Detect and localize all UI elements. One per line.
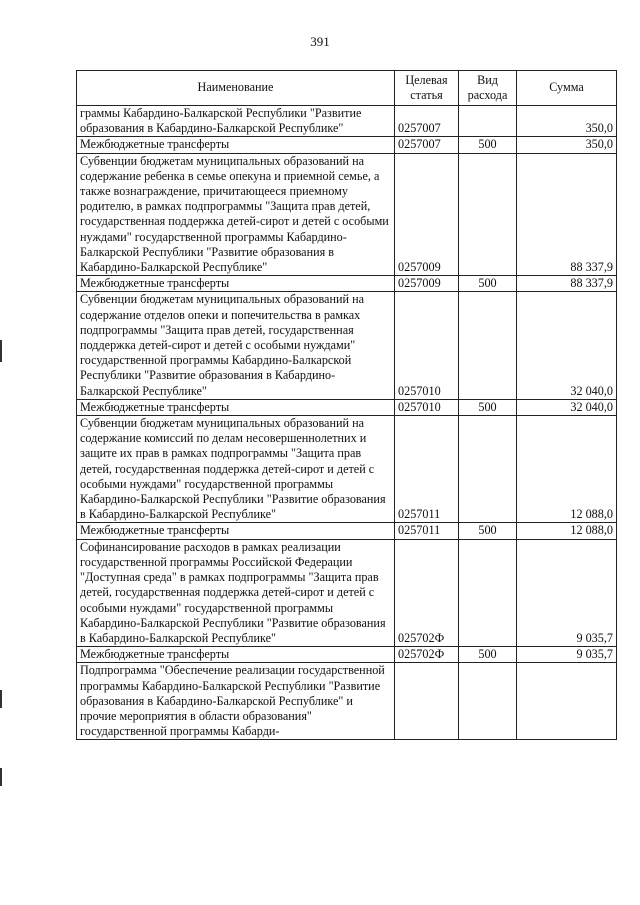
cell-name: Межбюджетные трансферты	[77, 399, 395, 415]
cell-name: граммы Кабардино-Балкарской Республики "Развитие образования в Кабардино-Балкарской Республике"	[77, 106, 395, 137]
cell-code: 025702Ф	[395, 647, 459, 663]
cell-code: 0257011	[395, 416, 459, 523]
cell-sum: 350,0	[517, 106, 617, 137]
cell-type	[459, 539, 517, 646]
cell-name: Субвенции бюджетам муниципальных образований на содержание комиссий по делам несовершеннолетних и защите их прав в рамках подпрограммы "Защита прав детей, государственная поддержка детей-сирот и детей с особыми нуждами" государственной программы Кабардино-Балкарской Республики "Развитие образования в Кабардино-Балкарской Республике"	[77, 416, 395, 523]
cell-name: Субвенции бюджетам муниципальных образований на содержание отделов опеки и попечительства в рамках подпрограммы "Защита прав детей, государственная поддержка детей-сирот и детей с особыми нуждами" государственной программы Кабардино-Балкарской Республики "Развитие образования в Кабардино-Балкарской Республике"	[77, 292, 395, 399]
scan-mark	[0, 690, 2, 708]
cell-type: 500	[459, 647, 517, 663]
page-number: 391	[310, 34, 330, 49]
cell-type	[459, 153, 517, 276]
table-row	[77, 523, 617, 539]
table-row	[77, 647, 617, 663]
header-sum: Сумма	[517, 71, 617, 106]
table-row	[77, 663, 617, 740]
table-body	[77, 106, 617, 740]
cell-code	[395, 663, 459, 740]
header-type: Вид расхода	[459, 71, 517, 106]
scan-mark	[0, 768, 2, 786]
cell-name: Межбюджетные трансферты	[77, 647, 395, 663]
cell-sum	[517, 663, 617, 740]
header-name: Наименование	[77, 71, 395, 106]
cell-type: 500	[459, 523, 517, 539]
cell-type	[459, 106, 517, 137]
cell-code: 0257007	[395, 137, 459, 153]
table-row	[77, 292, 617, 399]
cell-sum: 350,0	[517, 137, 617, 153]
cell-sum: 12 088,0	[517, 523, 617, 539]
cell-sum: 88 337,9	[517, 153, 617, 276]
scan-mark	[0, 340, 2, 362]
header-code: Целевая статья	[395, 71, 459, 106]
cell-code: 0257010	[395, 292, 459, 399]
cell-name: Субвенции бюджетам муниципальных образований на содержание ребенка в семье опекуна и приемной семье, а также вознаграждение, причитающееся приемному родителю, в рамках подпрограммы "Защита прав детей, государственная поддержка детей-сирот и детей с особыми нуждами" государственной программы Кабардино-Балкарской Республики "Развитие образования в Кабардино-Балкарской Республике"	[77, 153, 395, 276]
table-header-row	[77, 71, 617, 106]
cell-type: 500	[459, 399, 517, 415]
cell-type: 500	[459, 137, 517, 153]
table-row	[77, 539, 617, 646]
table-row	[77, 416, 617, 523]
cell-name: Софинансирование расходов в рамках реализации государственной программы Российской Федерации "Доступная среда" в рамках подпрограммы "Защита прав детей, государственная поддержка детей-сирот и детей с особыми нуждами" государственной программы Кабардино-Балкарской Республики "Развитие образования в Кабардино-Балкарской Республике"	[77, 539, 395, 646]
cell-name: Межбюджетные трансферты	[77, 523, 395, 539]
table-row	[77, 137, 617, 153]
cell-code: 0257009	[395, 153, 459, 276]
cell-name: Межбюджетные трансферты	[77, 276, 395, 292]
cell-sum: 32 040,0	[517, 292, 617, 399]
budget-table	[76, 70, 617, 740]
table-row	[77, 106, 617, 137]
cell-code: 025702Ф	[395, 539, 459, 646]
cell-code: 0257010	[395, 399, 459, 415]
cell-name: Подпрограмма "Обеспечение реализации государственной программы Кабардино-Балкарской Республики "Развитие образования в Кабардино-Балкарской Республике" и прочие мероприятия в области образования" государственной программы Кабарди-	[77, 663, 395, 740]
cell-type	[459, 416, 517, 523]
cell-sum: 12 088,0	[517, 416, 617, 523]
cell-sum: 9 035,7	[517, 647, 617, 663]
table-row	[77, 399, 617, 415]
cell-code: 0257011	[395, 523, 459, 539]
cell-sum: 9 035,7	[517, 539, 617, 646]
cell-type: 500	[459, 276, 517, 292]
cell-type	[459, 292, 517, 399]
cell-code: 0257009	[395, 276, 459, 292]
cell-sum: 88 337,9	[517, 276, 617, 292]
cell-name: Межбюджетные трансферты	[77, 137, 395, 153]
table-row	[77, 276, 617, 292]
cell-sum: 32 040,0	[517, 399, 617, 415]
cell-type	[459, 663, 517, 740]
table-row	[77, 153, 617, 276]
cell-code: 0257007	[395, 106, 459, 137]
